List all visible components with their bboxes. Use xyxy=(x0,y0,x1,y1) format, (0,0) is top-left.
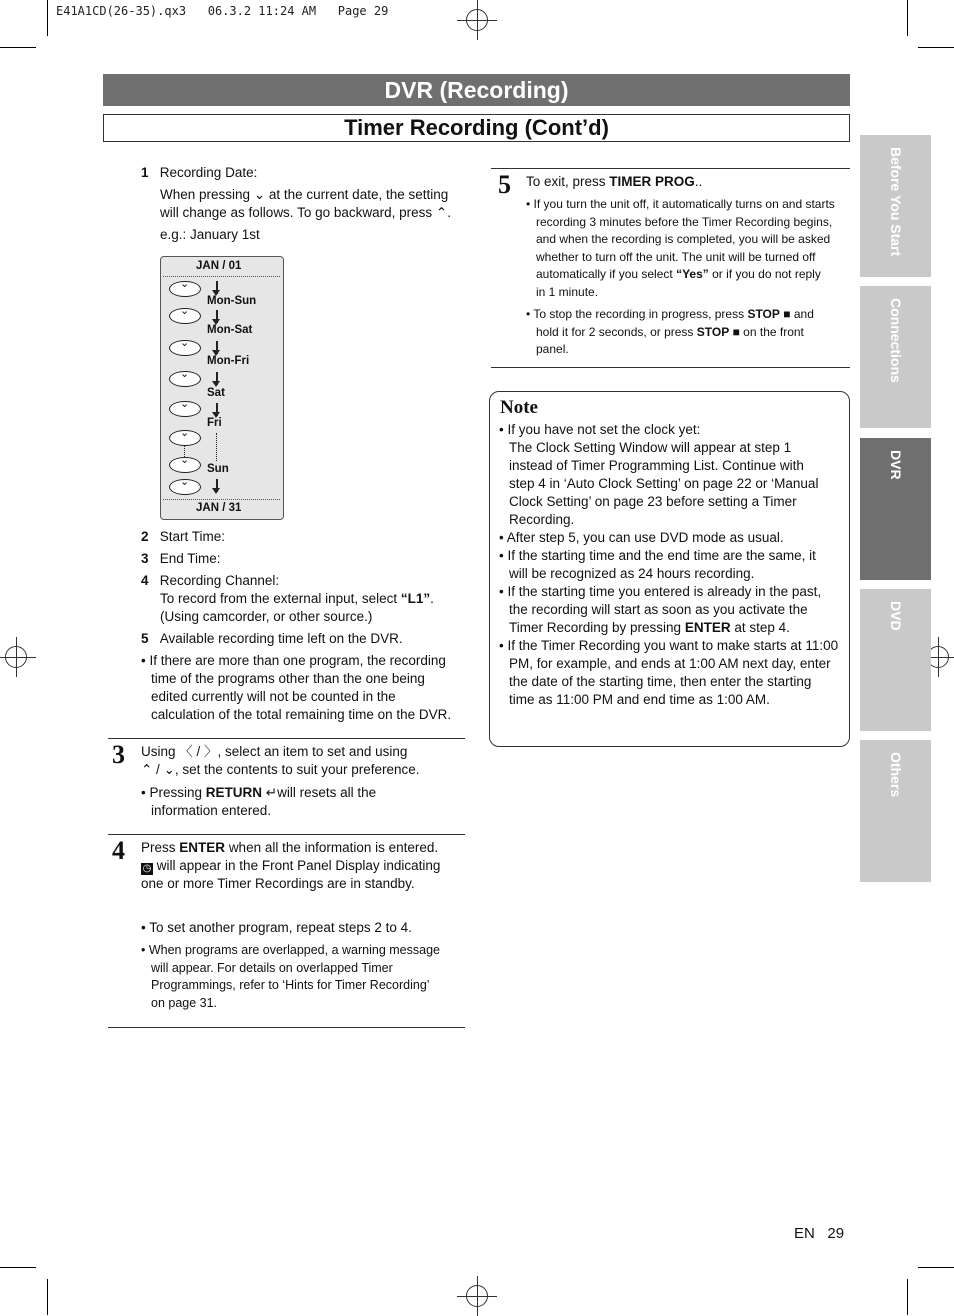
item-label: Available recording time left on the DVR. xyxy=(159,631,403,646)
text: The Clock Setting Window will appear at step 1 xyxy=(509,440,792,455)
items-2-to-5 xyxy=(141,528,471,724)
crop-mark xyxy=(907,0,908,36)
text: at the current date, the setting xyxy=(268,187,449,202)
down-arrow-icon xyxy=(216,341,218,354)
text: and when the recording is completed, you will be asked xyxy=(536,232,831,246)
timer-clock-icon: ◷ xyxy=(142,863,152,874)
text: • If you have not set the clock yet: xyxy=(499,422,701,437)
down-arrow-icon xyxy=(216,372,218,385)
item-label: End Time: xyxy=(159,551,221,566)
tab-dvr[interactable] xyxy=(860,438,931,580)
text: Press xyxy=(141,840,176,855)
down-arrow-icon xyxy=(216,310,218,323)
registration-mark xyxy=(466,1285,488,1307)
text: .. xyxy=(694,174,703,189)
text: ENTER xyxy=(179,840,226,855)
text: edited currently will not be counted in the xyxy=(151,689,396,704)
up-arrow-icon: ⌃ xyxy=(435,205,448,220)
text: . xyxy=(447,205,451,220)
page-number: 29 xyxy=(827,1225,845,1242)
page-footer xyxy=(794,1225,844,1242)
text: When pressing xyxy=(160,187,251,202)
text: the recording will start as soon as you activate the xyxy=(509,602,808,617)
down-arrow-icon xyxy=(216,479,218,492)
text: automatically if you select xyxy=(536,267,673,281)
registration-mark xyxy=(5,646,27,668)
text: , set the contents to suit your preference. xyxy=(174,762,420,777)
text: calculation of the total remaining time on the DVR. xyxy=(151,707,452,722)
example-text: e.g.: January 1st xyxy=(160,227,260,242)
text: or if you do not reply xyxy=(712,267,821,281)
tab-before-you-start[interactable] xyxy=(860,135,931,277)
text: . xyxy=(430,591,434,606)
text: hold it for 2 seconds, or press xyxy=(536,324,694,339)
left-right-arrows-icon: 〈 / 〉 xyxy=(179,744,218,759)
text: step 4 in ‘Auto Clock Setting’ on page 22 or ‘Manual xyxy=(509,476,819,491)
crop-mark xyxy=(47,1279,48,1315)
bullet-text xyxy=(141,652,471,724)
step-4 xyxy=(141,839,471,1012)
date-cycle-diagram xyxy=(160,256,284,520)
text: • If there are more than one program, the recording xyxy=(141,653,446,668)
tab-dvd[interactable] xyxy=(860,589,931,731)
text: STOP xyxy=(747,307,780,321)
diagram-end-date: JAN / 31 xyxy=(196,502,242,514)
down-button-icon xyxy=(169,401,201,417)
text: the date of the starting time, then enter the starting xyxy=(509,674,812,689)
down-arrow-icon: ⌄ xyxy=(253,187,266,202)
item-number: 5 xyxy=(141,631,149,646)
text: whether to turn off the unit. The unit will be turned off xyxy=(536,249,816,264)
text: Programmings, refer to ‘Hints for Timer Recording’ xyxy=(151,978,430,992)
text: in 1 minute. xyxy=(536,284,599,299)
text: time of the programs other than the one being xyxy=(151,671,425,686)
text: • To set another program, repeat steps 2 to 4. xyxy=(141,920,412,935)
text: will appear. For details on overlapped Timer xyxy=(151,960,393,975)
text: information entered. xyxy=(151,803,272,818)
step-divider xyxy=(491,168,850,169)
down-arrow-icon xyxy=(216,403,218,416)
text: when all the information is entered. xyxy=(228,840,439,855)
text: STOP xyxy=(696,324,730,339)
down-arrow-icon xyxy=(216,281,218,294)
down-button-icon xyxy=(169,281,201,297)
item-label: Start Time: xyxy=(159,529,226,544)
text: will appear in the Front Panel Display indicating xyxy=(156,858,441,873)
diagram-label: Sun xyxy=(207,463,229,475)
text: will be recognized as 24 hours recording. xyxy=(509,566,755,581)
down-button-icon xyxy=(169,430,201,446)
text: To exit, press xyxy=(526,174,606,189)
text: time as 11:00 PM and end time as 1:00 AM. xyxy=(509,692,770,707)
text: Recording. xyxy=(509,512,575,527)
step-number: 5 xyxy=(498,170,511,199)
up-down-arrows-icon: ⌃ / ⌄ xyxy=(141,762,175,777)
diagram-label: Mon-Fri xyxy=(207,355,250,367)
dashed-divider xyxy=(163,499,280,500)
text: “L1” xyxy=(400,591,431,606)
text: recording 3 minutes before the Timer Recording begins, xyxy=(536,214,833,229)
text: will change as follows. To go backward, press xyxy=(160,205,433,220)
note-body xyxy=(499,421,845,709)
down-button-icon xyxy=(169,479,201,495)
down-button-icon xyxy=(169,371,201,387)
text: at step 4. xyxy=(734,620,790,635)
step-number: 3 xyxy=(112,740,125,769)
diagram-label: Fri xyxy=(207,417,222,429)
text: will resets all the xyxy=(277,785,377,800)
dotted-connector xyxy=(216,433,217,461)
text: , select an item to set and using xyxy=(217,744,408,759)
text: (Using camcorder, or other source.) xyxy=(160,609,373,624)
text: • Pressing xyxy=(141,785,203,800)
crop-mark xyxy=(47,0,48,36)
diagram-start-date: JAN / 01 xyxy=(196,260,242,272)
diagram-label: Mon-Sat xyxy=(207,324,253,336)
text: To record from the external input, select xyxy=(160,591,398,606)
text: • When programs are overlapped, a warning message xyxy=(141,943,440,957)
tab-connections[interactable] xyxy=(860,286,931,428)
crop-mark xyxy=(0,1267,36,1268)
step-divider xyxy=(108,738,465,739)
tab-label: Connections xyxy=(887,298,904,383)
text: • If the starting time and the end time are the same, it xyxy=(499,548,816,563)
section-title: DVR (Recording) xyxy=(103,74,850,106)
text: RETURN xyxy=(205,785,263,800)
note-title: Note xyxy=(500,397,538,418)
crop-mark xyxy=(918,1267,954,1268)
down-button-icon xyxy=(169,308,201,324)
text: one or more Timer Recordings are in standby. xyxy=(141,876,415,891)
diagram-label: Mon-Sun xyxy=(207,295,257,307)
item-number: 4 xyxy=(141,573,149,588)
text: • To stop the recording in progress, press xyxy=(526,307,745,321)
step-5 xyxy=(526,173,852,359)
item-number: 3 xyxy=(141,551,149,566)
page-title: Timer Recording (Cont’d) xyxy=(103,114,850,142)
step-divider xyxy=(108,1027,465,1028)
return-icon: ↵ xyxy=(265,785,278,800)
diagram-label: Sat xyxy=(207,387,225,399)
step-divider xyxy=(108,834,465,835)
text: on page 31. xyxy=(151,995,218,1010)
item-number: 2 xyxy=(141,529,149,544)
text: instead of Timer Programming List. Continue with xyxy=(509,458,804,473)
text: panel. xyxy=(536,342,569,356)
crop-mark xyxy=(0,47,36,48)
tab-label: Before You Start xyxy=(887,147,904,257)
down-button-icon xyxy=(169,340,201,356)
crop-mark xyxy=(907,1279,908,1315)
down-button-icon xyxy=(169,457,201,473)
stop-icon: ■ xyxy=(732,324,740,339)
item-1 xyxy=(141,164,471,244)
tab-label: DVR xyxy=(887,450,904,480)
note-box xyxy=(489,391,850,747)
text: Clock Setting’ on page 23 before setting a Timer xyxy=(509,494,797,509)
registration-mark xyxy=(466,9,488,31)
step-3 xyxy=(141,743,471,820)
tab-others[interactable] xyxy=(860,740,931,882)
text: • After step 5, you can use DVD mode as usual. xyxy=(499,530,784,545)
item-label: Recording Channel: xyxy=(159,573,280,588)
text: on the front xyxy=(743,324,804,339)
text: “Yes” xyxy=(676,267,709,281)
text: Using xyxy=(141,744,176,759)
step-divider xyxy=(491,367,850,368)
item-label: Recording Date: xyxy=(159,165,258,180)
text: TIMER PROG xyxy=(609,174,695,189)
tab-label: DVD xyxy=(887,601,904,631)
text: and xyxy=(793,307,814,321)
tab-label: Others xyxy=(887,752,904,798)
text: PM, for example, and ends at 1:00 AM next day, enter xyxy=(509,656,831,671)
text: • If the starting time you entered is already in the past, xyxy=(499,584,822,599)
step-number: 4 xyxy=(112,836,125,865)
text: • If you turn the unit off, it automatically turns on and starts xyxy=(526,197,835,211)
text: ENTER xyxy=(684,620,731,635)
print-header: E41A1CD(26-35).qx3 06.3.2 11:24 AM Page 29 xyxy=(56,4,389,18)
stop-icon: ■ xyxy=(783,307,791,321)
language-label: EN xyxy=(794,1225,815,1242)
crop-mark xyxy=(918,47,954,48)
text: • If the Timer Recording you want to make starts at 11:00 xyxy=(499,638,839,653)
text: Timer Recording by pressing xyxy=(509,620,682,635)
item-number: 1 xyxy=(141,165,149,180)
